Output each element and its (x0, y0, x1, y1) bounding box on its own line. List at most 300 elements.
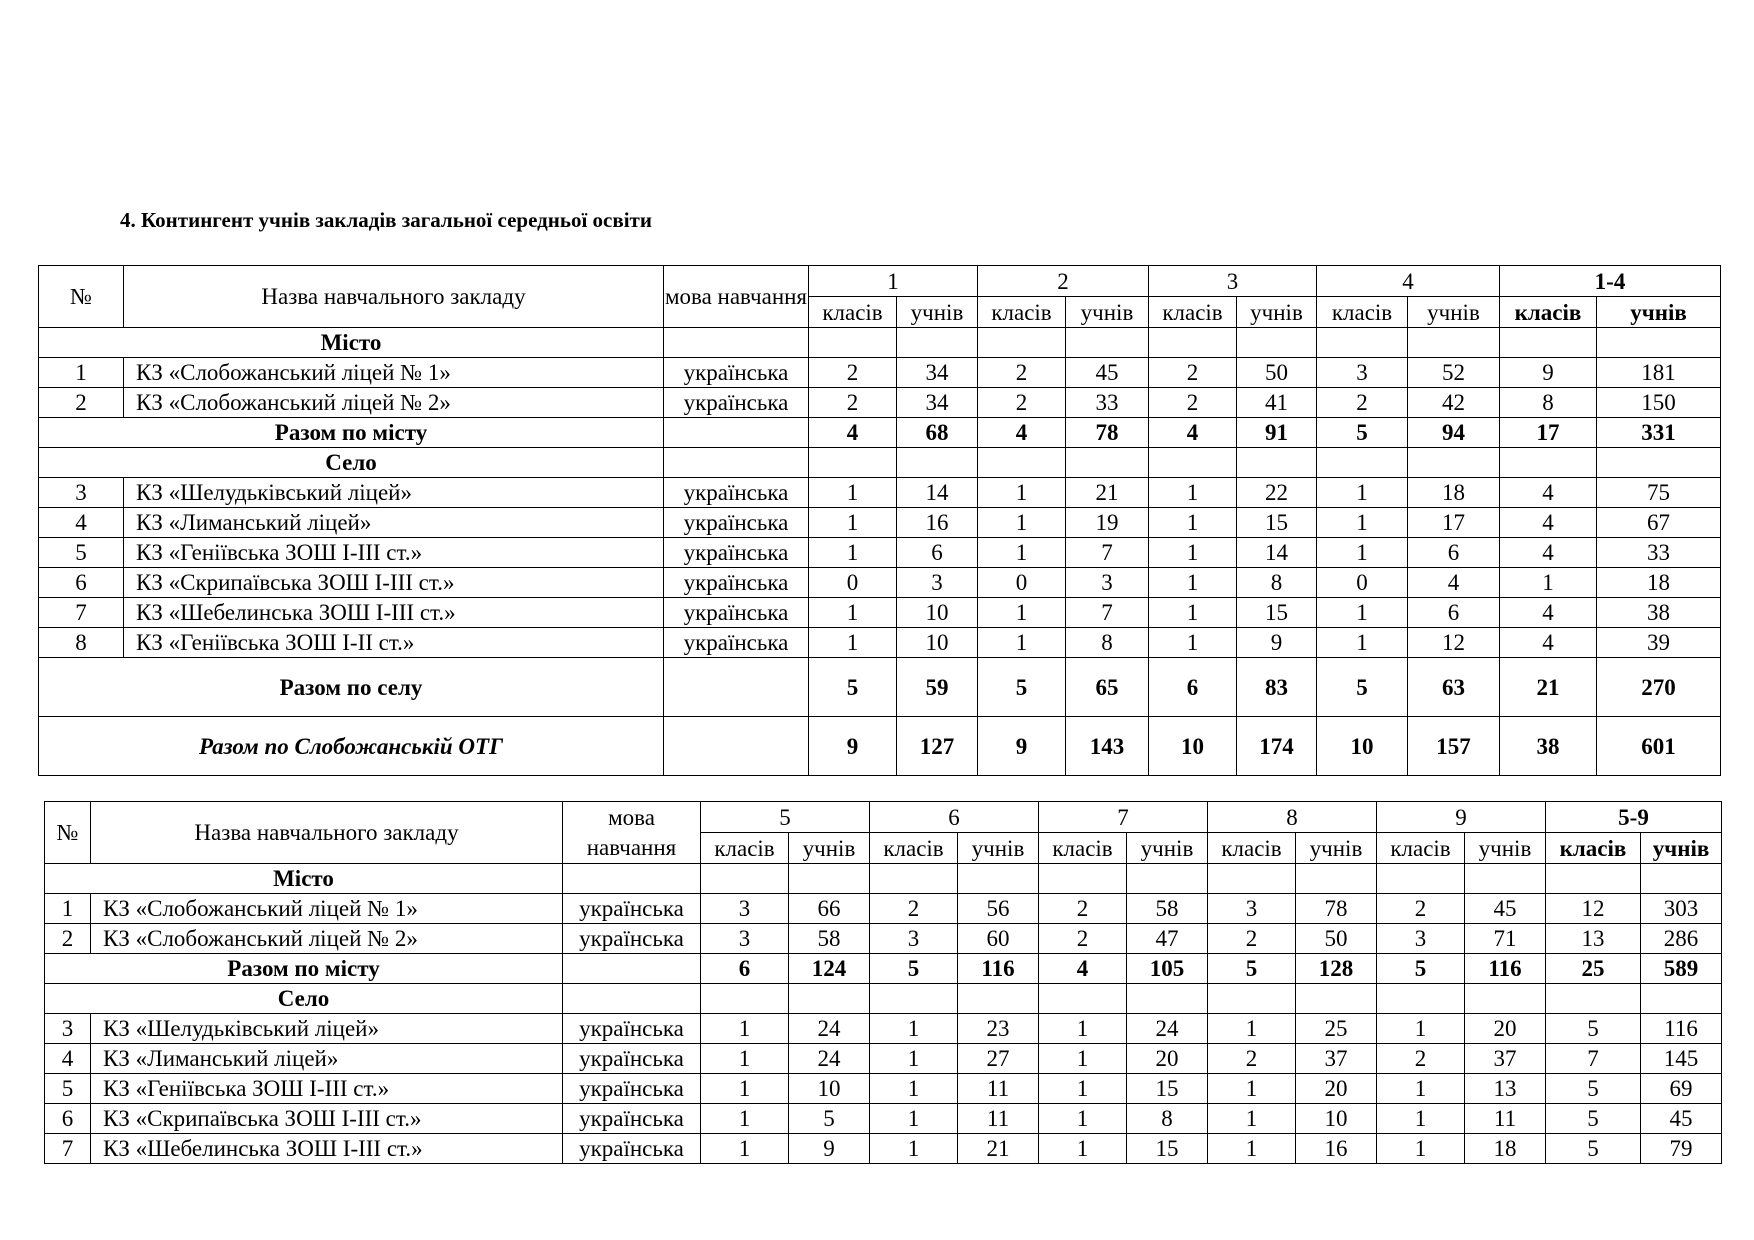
total-label: Разом по місту (45, 954, 563, 984)
students-value: 21 (1066, 478, 1149, 508)
total-classes: 21 (1500, 658, 1597, 717)
row-number: 3 (45, 1014, 91, 1044)
empty-cell (563, 984, 701, 1014)
classes-value: 1 (1149, 598, 1237, 628)
classes-value: 1 (701, 1014, 789, 1044)
students-value: 18 (1465, 1134, 1546, 1164)
total-classes: 5 (870, 954, 958, 984)
empty-cell (1237, 328, 1317, 358)
students-value: 66 (789, 894, 870, 924)
classes-value: 1 (1317, 598, 1408, 628)
row-number: 7 (39, 598, 124, 628)
total-classes: 4 (809, 418, 897, 448)
students-value: 24 (1127, 1014, 1208, 1044)
classes-value: 4 (1500, 598, 1597, 628)
total-students: 105 (1127, 954, 1208, 984)
classes-value: 7 (1546, 1044, 1641, 1074)
students-value: 10 (897, 628, 978, 658)
students-value: 34 (897, 358, 978, 388)
total-students: 157 (1408, 717, 1500, 776)
table-row (45, 1074, 1722, 1104)
table-row (45, 894, 1722, 924)
students-value: 7 (1066, 598, 1149, 628)
total-students: 143 (1066, 717, 1149, 776)
section-row (45, 864, 1722, 894)
classes-value: 1 (1149, 568, 1237, 598)
classes-value: 1 (1317, 478, 1408, 508)
total-classes: 38 (1500, 717, 1597, 776)
total-students: 331 (1597, 418, 1721, 448)
classes-value: 1 (870, 1074, 958, 1104)
students-value: 10 (897, 598, 978, 628)
students-value: 41 (1237, 388, 1317, 418)
row-number: 5 (45, 1074, 91, 1104)
students-value: 75 (1597, 478, 1721, 508)
students-value: 45 (1465, 894, 1546, 924)
classes-value: 1 (1149, 508, 1237, 538)
empty-cell (1317, 328, 1408, 358)
students-value: 14 (897, 478, 978, 508)
classes-value: 1 (870, 1134, 958, 1164)
empty-cell (664, 328, 809, 358)
classes-value: 2 (809, 358, 897, 388)
classes-value: 1 (701, 1104, 789, 1134)
total-classes: 9 (809, 717, 897, 776)
total-label: Разом по місту (39, 418, 664, 448)
school-name: КЗ «Геніївська ЗОШ І-ІІІ ст.» (91, 1074, 563, 1104)
group-header: 6 (870, 802, 1039, 833)
classes-value: 1 (978, 508, 1066, 538)
empty-cell (1465, 864, 1546, 894)
empty-cell (870, 864, 958, 894)
students-value: 3 (1066, 568, 1149, 598)
classes-value: 0 (978, 568, 1066, 598)
empty-cell (1296, 984, 1377, 1014)
classes-value: 1 (1377, 1074, 1465, 1104)
table-row (45, 1134, 1722, 1164)
language: українська (563, 894, 701, 924)
empty-cell (1641, 984, 1722, 1014)
classes-value: 2 (1149, 358, 1237, 388)
classes-value: 4 (1500, 508, 1597, 538)
section-label: Село (39, 448, 664, 478)
header-name: Назва навчального закладу (91, 802, 563, 864)
total-classes: 5 (1317, 418, 1408, 448)
classes-value: 4 (1500, 628, 1597, 658)
total-classes: 4 (978, 418, 1066, 448)
section-row (39, 448, 1721, 478)
section-row (45, 984, 1722, 1014)
school-name: КЗ «Шебелинська ЗОШ І-ІІІ ст.» (91, 1134, 563, 1164)
total-classes: 10 (1317, 717, 1408, 776)
students-value: 20 (1296, 1074, 1377, 1104)
classes-value: 1 (1317, 508, 1408, 538)
group-header: 5 (701, 802, 870, 833)
subheader-students: учнів (1127, 833, 1208, 864)
total-students: 601 (1597, 717, 1721, 776)
empty-cell (1237, 448, 1317, 478)
students-value: 8 (1237, 568, 1317, 598)
subheader-classes: класів (1546, 833, 1641, 864)
classes-value: 1 (1208, 1074, 1296, 1104)
empty-cell (809, 328, 897, 358)
students-value: 20 (1465, 1014, 1546, 1044)
school-name: КЗ «Скрипаївська ЗОШ І-ІІІ ст.» (124, 568, 664, 598)
students-value: 23 (958, 1014, 1039, 1044)
students-value: 50 (1237, 358, 1317, 388)
classes-value: 1 (1149, 478, 1237, 508)
table-row (45, 1104, 1722, 1134)
total-classes: 4 (1149, 418, 1237, 448)
school-name: КЗ «Слобожанський ліцей № 2» (124, 388, 664, 418)
empty-cell (1208, 864, 1296, 894)
classes-value: 1 (978, 478, 1066, 508)
school-name: КЗ «Скрипаївська ЗОШ І-ІІІ ст.» (91, 1104, 563, 1134)
students-value: 4 (1408, 568, 1500, 598)
contingent-table-grades-5-9 (44, 801, 1722, 1164)
language: українська (664, 568, 809, 598)
contingent-table-grades-1-4 (38, 265, 1721, 776)
section-row (39, 328, 1721, 358)
table-row (39, 538, 1721, 568)
header-lang: мова навчання (563, 802, 701, 864)
students-value: 9 (789, 1134, 870, 1164)
students-value: 24 (789, 1044, 870, 1074)
table-row (39, 598, 1721, 628)
group-header: 7 (1039, 802, 1208, 833)
students-value: 10 (789, 1074, 870, 1104)
classes-value: 2 (1039, 924, 1127, 954)
classes-value: 3 (1377, 924, 1465, 954)
students-value: 6 (1408, 538, 1500, 568)
empty-cell (870, 984, 958, 1014)
students-value: 8 (1127, 1104, 1208, 1134)
table-row (39, 388, 1721, 418)
classes-value: 0 (1317, 568, 1408, 598)
total-classes: 5 (978, 658, 1066, 717)
classes-value: 2 (809, 388, 897, 418)
students-value: 45 (1641, 1104, 1722, 1134)
classes-value: 1 (809, 508, 897, 538)
subheader-classes: класів (1317, 297, 1408, 328)
classes-value: 2 (1377, 1044, 1465, 1074)
students-value: 5 (789, 1104, 870, 1134)
total-students: 128 (1296, 954, 1377, 984)
students-value: 18 (1408, 478, 1500, 508)
total-row (39, 658, 1721, 717)
students-value: 10 (1296, 1104, 1377, 1134)
students-value: 58 (789, 924, 870, 954)
section-label: Місто (39, 328, 664, 358)
students-value: 37 (1296, 1044, 1377, 1074)
students-value: 37 (1465, 1044, 1546, 1074)
total-classes: 5 (1208, 954, 1296, 984)
classes-value: 1 (809, 538, 897, 568)
students-value: 38 (1597, 598, 1721, 628)
table-row (39, 568, 1721, 598)
total-label: Разом по Слобожанській ОТГ (39, 717, 664, 776)
row-number: 1 (45, 894, 91, 924)
students-value: 14 (1237, 538, 1317, 568)
empty-cell (664, 418, 809, 448)
classes-value: 3 (701, 894, 789, 924)
subheader-students: учнів (1641, 833, 1722, 864)
students-value: 303 (1641, 894, 1722, 924)
language: українська (664, 628, 809, 658)
empty-cell (1641, 864, 1722, 894)
total-students: 116 (1465, 954, 1546, 984)
language: українська (664, 388, 809, 418)
empty-cell (958, 864, 1039, 894)
students-value: 39 (1597, 628, 1721, 658)
classes-value: 1 (701, 1044, 789, 1074)
school-name: КЗ «Слобожанський ліцей № 2» (91, 924, 563, 954)
classes-value: 1 (1500, 568, 1597, 598)
subheader-students: учнів (1296, 833, 1377, 864)
students-value: 150 (1597, 388, 1721, 418)
classes-value: 1 (1039, 1104, 1127, 1134)
students-value: 24 (789, 1014, 870, 1044)
empty-cell (1377, 984, 1465, 1014)
students-value: 3 (897, 568, 978, 598)
empty-cell (809, 448, 897, 478)
subheader-classes: класів (1500, 297, 1597, 328)
total-students: 127 (897, 717, 978, 776)
classes-value: 2 (978, 358, 1066, 388)
classes-value: 1 (701, 1134, 789, 1164)
empty-cell (1377, 864, 1465, 894)
total-classes: 5 (1377, 954, 1465, 984)
subheader-students: учнів (1066, 297, 1149, 328)
students-value: 6 (897, 538, 978, 568)
students-value: 116 (1641, 1014, 1722, 1044)
students-value: 286 (1641, 924, 1722, 954)
row-number: 1 (39, 358, 124, 388)
school-name: КЗ «Шелудьківський ліцей» (124, 478, 664, 508)
language: українська (563, 1104, 701, 1134)
language: українська (664, 358, 809, 388)
empty-cell (1317, 448, 1408, 478)
empty-cell (1597, 448, 1721, 478)
empty-cell (1408, 448, 1500, 478)
students-value: 33 (1597, 538, 1721, 568)
classes-value: 1 (1377, 1014, 1465, 1044)
table-row (39, 628, 1721, 658)
empty-cell (1039, 864, 1127, 894)
students-value: 15 (1127, 1074, 1208, 1104)
classes-value: 1 (1149, 628, 1237, 658)
table-row (45, 924, 1722, 954)
students-value: 21 (958, 1134, 1039, 1164)
students-value: 56 (958, 894, 1039, 924)
students-value: 11 (958, 1104, 1039, 1134)
empty-cell (1149, 328, 1237, 358)
total-students: 65 (1066, 658, 1149, 717)
students-value: 52 (1408, 358, 1500, 388)
classes-value: 1 (1377, 1104, 1465, 1134)
classes-value: 9 (1500, 358, 1597, 388)
subheader-classes: класів (1377, 833, 1465, 864)
classes-value: 1 (978, 598, 1066, 628)
group-header: 4 (1317, 266, 1500, 297)
classes-value: 5 (1546, 1014, 1641, 1044)
empty-cell (897, 328, 978, 358)
row-number: 4 (39, 508, 124, 538)
students-value: 45 (1066, 358, 1149, 388)
total-students: 174 (1237, 717, 1317, 776)
header-num: № (39, 266, 124, 328)
classes-value: 1 (809, 478, 897, 508)
classes-value: 2 (1149, 388, 1237, 418)
classes-value: 4 (1500, 538, 1597, 568)
language: українська (563, 924, 701, 954)
classes-value: 1 (1149, 538, 1237, 568)
header-num: № (45, 802, 91, 864)
students-value: 79 (1641, 1134, 1722, 1164)
classes-value: 1 (1039, 1014, 1127, 1044)
students-value: 25 (1296, 1014, 1377, 1044)
empty-cell (789, 984, 870, 1014)
empty-cell (1066, 448, 1149, 478)
row-number: 2 (45, 924, 91, 954)
classes-value: 1 (1317, 628, 1408, 658)
empty-cell (701, 984, 789, 1014)
group-header: 2 (978, 266, 1149, 297)
empty-cell (1500, 448, 1597, 478)
students-value: 6 (1408, 598, 1500, 628)
students-value: 33 (1066, 388, 1149, 418)
empty-cell (664, 448, 809, 478)
total-students: 59 (897, 658, 978, 717)
school-name: КЗ «Лиманський ліцей» (91, 1044, 563, 1074)
students-value: 60 (958, 924, 1039, 954)
classes-value: 8 (1500, 388, 1597, 418)
classes-value: 2 (978, 388, 1066, 418)
students-value: 15 (1127, 1134, 1208, 1164)
language: українська (664, 508, 809, 538)
classes-value: 1 (978, 538, 1066, 568)
classes-value: 0 (809, 568, 897, 598)
students-value: 18 (1597, 568, 1721, 598)
students-value: 22 (1237, 478, 1317, 508)
empty-cell (1066, 328, 1149, 358)
empty-cell (1546, 864, 1641, 894)
total-classes: 17 (1500, 418, 1597, 448)
row-number: 6 (45, 1104, 91, 1134)
subheader-students: учнів (1237, 297, 1317, 328)
classes-value: 1 (870, 1104, 958, 1134)
classes-value: 2 (1377, 894, 1465, 924)
school-name: КЗ «Геніївська ЗОШ І-ІІ ст.» (124, 628, 664, 658)
classes-value: 2 (1208, 924, 1296, 954)
students-value: 12 (1408, 628, 1500, 658)
total-students: 83 (1237, 658, 1317, 717)
language: українська (664, 598, 809, 628)
subheader-classes: класів (1208, 833, 1296, 864)
students-value: 181 (1597, 358, 1721, 388)
empty-cell (664, 658, 809, 717)
language: українська (563, 1014, 701, 1044)
classes-value: 1 (870, 1014, 958, 1044)
classes-value: 1 (1039, 1134, 1127, 1164)
total-students: 270 (1597, 658, 1721, 717)
total-classes: 10 (1149, 717, 1237, 776)
subheader-classes: класів (1149, 297, 1237, 328)
students-value: 50 (1296, 924, 1377, 954)
classes-value: 1 (1208, 1104, 1296, 1134)
language: українська (664, 538, 809, 568)
group-header: 9 (1377, 802, 1546, 833)
total-row (39, 717, 1721, 776)
students-value: 8 (1066, 628, 1149, 658)
students-value: 9 (1237, 628, 1317, 658)
students-value: 20 (1127, 1044, 1208, 1074)
subheader-students: учнів (1597, 297, 1721, 328)
subheader-students: учнів (1465, 833, 1546, 864)
students-value: 7 (1066, 538, 1149, 568)
classes-value: 2 (1317, 388, 1408, 418)
classes-value: 5 (1546, 1134, 1641, 1164)
language: українська (563, 1134, 701, 1164)
language: українська (664, 478, 809, 508)
total-students: 91 (1237, 418, 1317, 448)
total-students: 124 (789, 954, 870, 984)
total-row (39, 418, 1721, 448)
students-value: 71 (1465, 924, 1546, 954)
table-row (45, 1014, 1722, 1044)
students-value: 11 (1465, 1104, 1546, 1134)
total-classes: 6 (1149, 658, 1237, 717)
total-classes: 5 (809, 658, 897, 717)
students-value: 16 (1296, 1134, 1377, 1164)
classes-value: 4 (1500, 478, 1597, 508)
table-row (45, 1044, 1722, 1074)
students-value: 17 (1408, 508, 1500, 538)
school-name: КЗ «Слобожанський ліцей № 1» (124, 358, 664, 388)
header-name: Назва навчального закладу (124, 266, 664, 328)
empty-cell (978, 328, 1066, 358)
total-classes: 25 (1546, 954, 1641, 984)
students-value: 19 (1066, 508, 1149, 538)
page-title: 4. Контингент учнів закладів загальної середньої освіти (120, 208, 652, 232)
subheader-classes: класів (1039, 833, 1127, 864)
classes-value: 12 (1546, 894, 1641, 924)
group-header-total: 5-9 (1546, 802, 1722, 833)
classes-value: 1 (1208, 1014, 1296, 1044)
students-value: 13 (1465, 1074, 1546, 1104)
empty-cell (897, 448, 978, 478)
language: українська (563, 1044, 701, 1074)
section-label: Село (45, 984, 563, 1014)
section-label: Місто (45, 864, 563, 894)
total-students: 94 (1408, 418, 1500, 448)
subheader-students: учнів (897, 297, 978, 328)
total-classes: 4 (1039, 954, 1127, 984)
group-header: 3 (1149, 266, 1317, 297)
group-header: 8 (1208, 802, 1377, 833)
table-row (39, 508, 1721, 538)
total-classes: 5 (1317, 658, 1408, 717)
school-name: КЗ «Шебелинська ЗОШ І-ІІІ ст.» (124, 598, 664, 628)
header-lang: мова навчання (664, 266, 809, 328)
students-value: 34 (897, 388, 978, 418)
students-value: 42 (1408, 388, 1500, 418)
subheader-classes: класів (809, 297, 897, 328)
classes-value: 3 (701, 924, 789, 954)
classes-value: 1 (1317, 538, 1408, 568)
total-students: 63 (1408, 658, 1500, 717)
classes-value: 5 (1546, 1104, 1641, 1134)
